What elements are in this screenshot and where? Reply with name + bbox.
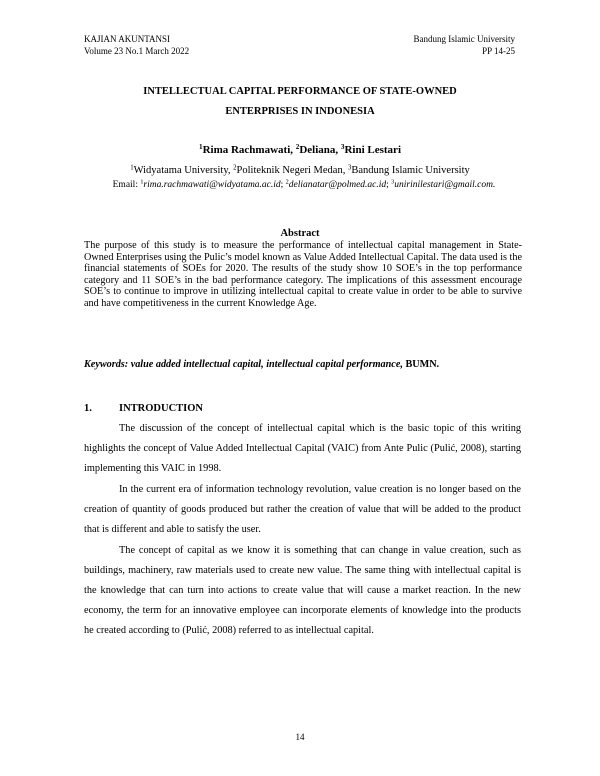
section-body xyxy=(84,419,521,642)
affiliation-1: Widyatama University xyxy=(133,165,228,176)
paragraph-2: In the current era of information technology revolution, value creation is no longer based on the creation of quantity of goods produced but rather the creation of value that will be added to the product that is different and able to satisfy the user. xyxy=(84,484,521,535)
author-1-mark: 1 xyxy=(198,143,203,152)
affiliation-2: Politeknik Negeri Medan xyxy=(236,165,343,176)
page-range: PP 14-25 xyxy=(482,46,515,56)
affiliation-3: Bandung Islamic University xyxy=(351,165,470,176)
journal-volume: Volume 23 No.1 March 2022 xyxy=(84,46,190,56)
abstract-heading: Abstract xyxy=(280,228,320,239)
email-link-1[interactable]: rima.rachmawati@widyatama.ac.id xyxy=(143,180,281,190)
journal-institution: Bandung Islamic University xyxy=(413,34,515,44)
keywords-line xyxy=(84,358,524,371)
author-3-mark: 3 xyxy=(340,143,345,152)
section-number: 1. xyxy=(84,403,92,414)
section-heading xyxy=(84,402,203,416)
email-link-2[interactable]: delianatar@polmed.ac.id xyxy=(288,180,387,190)
author-2-mark: 2 xyxy=(295,143,300,152)
paper-title xyxy=(0,82,600,122)
running-header-left xyxy=(84,33,189,57)
journal-name: KAJIAN AKUNTANSI xyxy=(84,34,171,44)
keywords-last: BUMN. xyxy=(402,359,440,370)
abstract-text: The purpose of this study is to measure the performance of intellectual capital management in State-Owned Enterprises using the Pulic’s model known as Value Added Intellectual Capital. The data used is the financial statements of SOEs for 2020. The results of the study show 10 SOE’s in the top performance category and 11 SOE’s in the bad performance category. The implications of this assessment encourage SOE’s to continue to improve in utilizing intellectual capital to create value in order to be able to survive and have competitiveness in the current Knowledge Age. xyxy=(84,240,522,309)
keywords-text: Keywords: value added intellectual capital, intellectual capital performance, xyxy=(84,359,403,370)
author-2-name: Deliana xyxy=(299,144,336,156)
author-list: $^1$Rima Rachmawati, $^2$Deliana, $^3$Rini Lestari xyxy=(198,143,401,156)
paper-title-line-1: INTELLECTUAL CAPITAL PERFORMANCE OF STATE-OWNED xyxy=(143,86,457,97)
paragraph-3: The concept of capital as we know it is something that can change in value creation, such as buildings, machinery, raw materials used to create new value. The same thing with intellectual capital is the knowledge that can turn into actions to create value that will cause a market reaction. In the new economy, the term for an innovative employee can incorporate elements of knowledge into the products he created according to (Pulić, 2008) referred to as intellectual capital. xyxy=(84,545,521,636)
author-3-name: Rini Lestari xyxy=(344,144,401,156)
running-header-right xyxy=(414,33,515,57)
paper-title-line-2: ENTERPRISES IN INDONESIA xyxy=(225,106,375,117)
email-link-3[interactable]: unirinilestari@gmail.com. xyxy=(394,180,496,190)
email-line: Email: $^1$rima.rachmawati@widyatama.ac.id; $^2$delianatar@polmed.ac.id; $^3$unirinilestari@gmail.com. xyxy=(112,179,496,190)
affiliation-list: $^1$Widyatama University, $^2$Politeknik Negeri Medan, $^3$Bandung Islamic University xyxy=(130,164,470,176)
author-1-name: Rima Rachmawati xyxy=(202,144,291,156)
email-label: Email: xyxy=(112,180,141,190)
page-number: 14 xyxy=(295,732,305,742)
paragraph-1: The discussion of the concept of intellectual capital which is the basic topic of this writing highlights the concept of Value Added Intellectual Capital (VAIC) from Ante Pulic (Pulić, 2008), starting implementing this VAIC in 1998. xyxy=(84,423,521,474)
section-title: INTRODUCTION xyxy=(119,403,204,414)
